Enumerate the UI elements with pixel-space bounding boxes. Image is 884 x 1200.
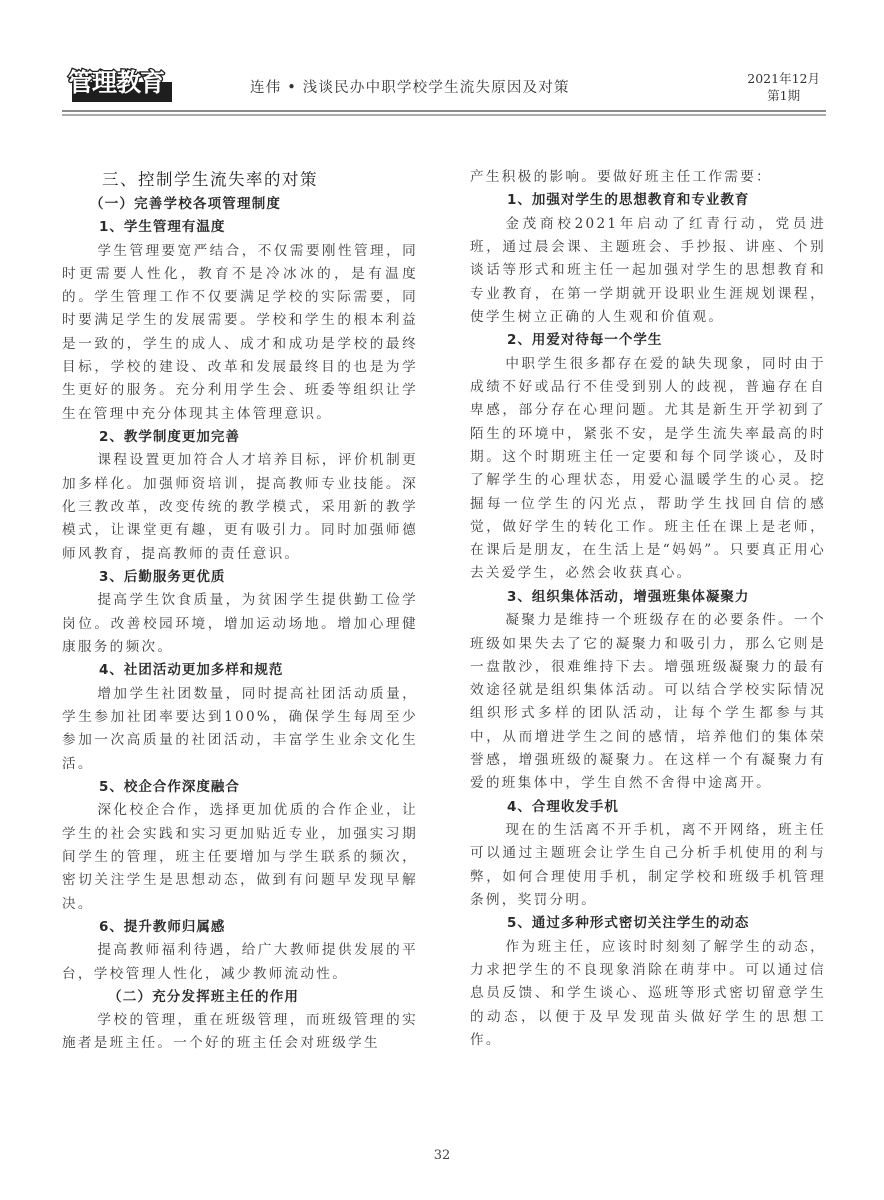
paragraph: 作为班主任，应该时时刻刻了解学生的动态，力求把学生的不良现象消除在萌芽中。可以通过信息员反馈、和学生谈心、巡班等形式密切留意学生的动态，以便于及早发现苗头做好学生的思想工作。	[470, 938, 826, 1048]
item-heading: 2、用爱对待每一个学生	[507, 332, 663, 349]
item-heading: 4、社团活动更加多样和规范	[99, 662, 284, 679]
item-heading: 1、学生管理有温度	[99, 219, 226, 235]
subsection-title: （一）完善学校各项管理制度	[90, 196, 282, 212]
item-heading: 2、教学制度更加完善	[99, 428, 240, 445]
paragraph: 现在的生活离不开手机，离不开网络，班主任可以通过主题班会让学生自己分析手机使用的利与弊，如何合理使用手机，制定学校和班级手机管理条例，奖罚分明。	[470, 822, 826, 909]
paragraph: 提高学生饮食质量，为贫困学生提供勤工俭学岗位。改善校园环境，增加运动场地。增加心理健康服务的频次。	[62, 592, 418, 655]
item-heading: 6、提升教师归属感	[99, 918, 226, 935]
item-heading: 5、校企合作深度融合	[99, 778, 240, 795]
logo-text: 管理教育	[68, 68, 165, 97]
issue-info	[747, 70, 820, 104]
subsection-title: （二）充分发挥班主任的作用	[108, 989, 300, 1006]
item-heading: 3、后勤服务更优质	[99, 568, 226, 585]
issue-date: 2021年12月	[747, 71, 820, 86]
paragraph: 中职学生很多都存在爱的缺失现象，同时由于成绩不好或品行不佳受到别人的歧视，普遍存在自卑感，部分存在心理问题。尤其是新生开学初到了陌生的环境中，紧张不安，是学生流失率最高的时期。这个时期班主任一定要和每个同学谈心，及时了解学生的心理状态，用爱心温暖学生的心灵。挖掘每一位学生的闪光点，帮助学生找回自信的感觉，做好学生的转化工作。班主任在课上是老师，在课后是朋友，在生活上是“妈妈”。只要真正用心去关爱学生，必然会收获真心。	[470, 355, 826, 582]
paragraph: 深化校企合作，选择更加优质的合作企业，让学生的社会实践和实习更加贴近专业，加强实习期间学生的管理，班主任要增加与学生联系的频次，密切关注学生是思想动态，做到有问题早发现早解决。	[62, 802, 418, 912]
right-column	[470, 166, 826, 1052]
journal-logo	[66, 68, 174, 101]
header-rule-top	[62, 110, 826, 112]
page-header	[0, 0, 884, 130]
paragraph: 凝聚力是维持一个班级存在的必要条件。一个班级如果失去了它的凝聚力和吸引力，那么它则是一盘散沙，很难维持下去。增强班级凝聚力的最有效途径就是组织集体活动。可以结合学校实际情况组织形式多样的团队活动，让每个学生都参与其中，从而增进学生之间的感情，培养他们的集体荣誉感，增强班级的凝聚力。在这样一个有凝聚力有爱的班集体中，学生自然不舍得中途离开。	[470, 612, 826, 792]
paragraph-continued: 产生积极的影响。要做好班主任工作需要：	[470, 169, 772, 185]
paragraph: 学生管理要宽严结合，不仅需要刚性管理，同时更需要人性化，教育不是冷冰冰的，是有温度的。学生管理工作不仅要满足学校的实际需要，同时要满足学生的发展需要。学校和学生的根本利益是一致的，学生的成人、成才和成功是学校的最终目标，学校的建设、改革和发展最终目的也是为学生更好的服务。充分利用学生会、班委等组织让学生在管理中充分体现其主体管理意识。	[62, 242, 418, 422]
header-rule-bottom	[62, 114, 826, 116]
paragraph: 提高教师福利待遇，给广大教师提供发展的平台，学校管理人性化，减少教师流动性。	[62, 942, 418, 982]
item-heading: 1、加强对学生的思想教育和专业教育	[507, 192, 750, 209]
paragraph: 增加学生社团数量，同时提高社团活动质量，学生参加社团率要达到100%，确保学生每周至少参加一次高质量的社团活动，丰富学生业余文化生活。	[62, 685, 418, 772]
running-title: 连伟 • 浅谈民办中职学校学生流失原因及对策	[250, 80, 570, 96]
item-heading: 3、组织集体活动，增强班集体凝聚力	[507, 588, 750, 605]
page-number: 32	[433, 1148, 451, 1163]
item-heading: 4、合理收发手机	[507, 798, 619, 815]
paragraph: 学校的管理，重在班级管理，而班级管理的实施者是班主任。一个好的班主任会对班级学生	[62, 1012, 418, 1052]
paragraph: 金茂商校2021年启动了红青行动，党员进班，通过晨会课、主题班会、手抄报、讲座、个别谈话等形式和班主任一起加强对学生的思想教育和专业教育，在第一学期就开设职业生涯规划课程，使学生树立正确的人生观和价值观。	[470, 215, 826, 325]
paragraph: 课程设置更加符合人才培养目标，评价机制更加多样化。加强师资培训，提高教师专业技能。深化三教改革，改变传统的教学模式，采用新的教学模式，让课堂更有趣，更有吸引力。同时加强师德师风教育，提高教师的责任意识。	[62, 452, 418, 562]
issue-number: 第1期	[767, 88, 801, 103]
item-heading: 5、通过多种形式密切关注学生的动态	[507, 915, 750, 932]
left-column	[62, 166, 418, 1056]
section-title: 三、控制学生流失率的对策	[102, 170, 318, 189]
